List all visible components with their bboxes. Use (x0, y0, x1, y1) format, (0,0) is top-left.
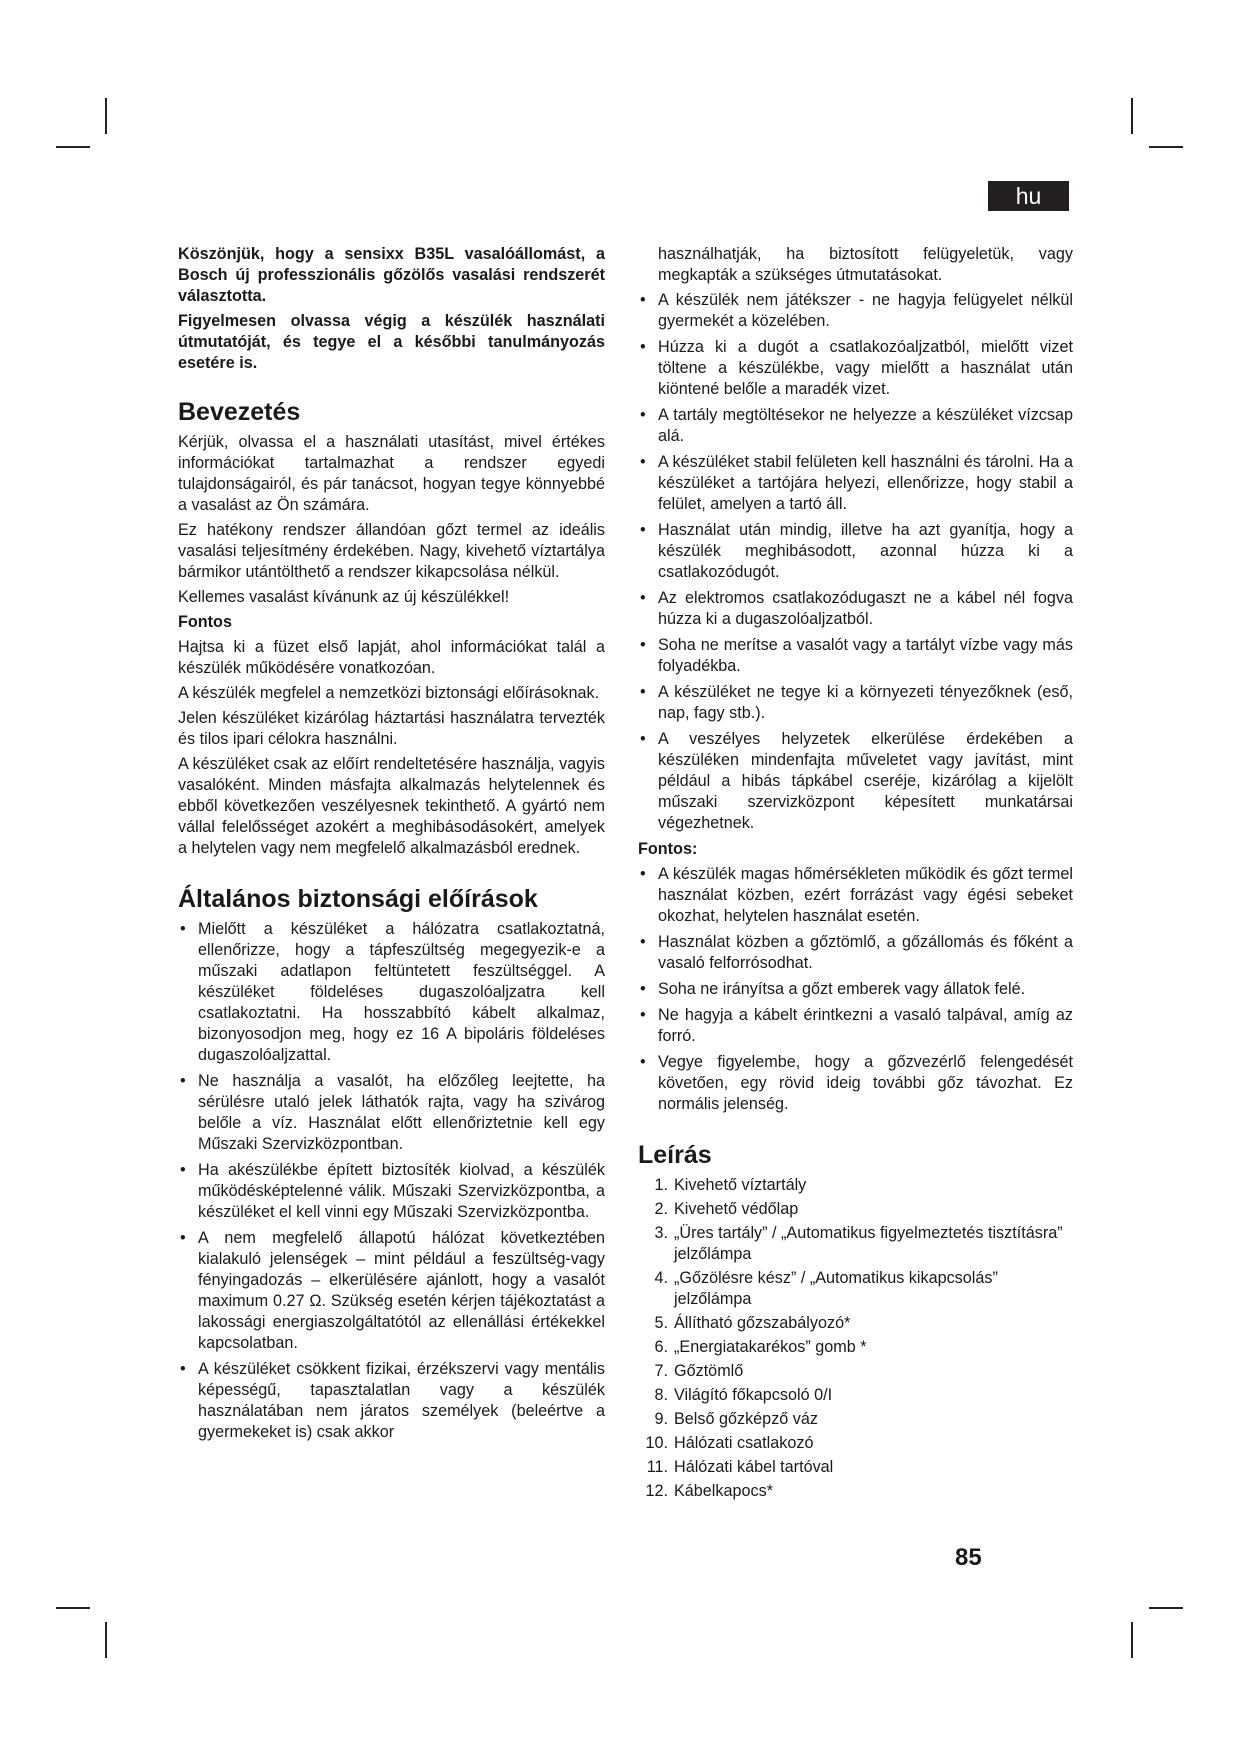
item-text: Világító főkapcsoló 0/I (674, 1386, 833, 1404)
list-continuation: használhatják, ha biztosított felügyeletük, vagy megkapták a szükséges útmutatásokat. (658, 245, 1073, 284)
paragraph: Kérjük, olvassa el a használati utasítást, mivel értékes információkat tartalmazhat a rendszer egyedi tulajdonságairól, és pár tanácsot, hogyan tegye könnyebbé a vasalást az Ön számára. (178, 433, 605, 514)
item-number: 5. (654, 1314, 668, 1332)
item-number: 3. (654, 1224, 668, 1242)
parts-list-item (638, 1199, 1073, 1220)
crop-mark (105, 1622, 107, 1658)
item-text: Gőztömlő (674, 1362, 744, 1380)
list-item: • Ne használja a vasalót, ha előzőleg leejtette, ha sérülésre utaló jelek láthatók rajta, vagy ha szivárog belőle a víz. Használat előtt ellenőriztetnie kell egy Műszaki Szervizközpontban. (178, 1071, 605, 1155)
item-text: „Gőzölésre kész” / „Automatikus kikapcsolás” jelzőlámpa (674, 1269, 998, 1308)
list-item: • Vegye figyelembe, hogy a gőzvezérlő felengedését követően, egy rövid ideig további gőz távozhat. Ez normális jelenség. (638, 1052, 1073, 1115)
list-item: • Soha ne irányítsa a gőzt emberek vagy állatok felé. (638, 979, 1073, 1000)
item-number: 8. (654, 1386, 668, 1404)
list-item: • A nem megfelelő állapotú hálózat következtében kialakuló jelenségek – mint például a feszültség-vagy fényingadozás – elkerülésére ajánlott, hogy a vasalót maximum 0.27 Ω. Szükség esetén kérjen tájékoztatást a lakossági energiaszolgáltatótól az ellenállási értékekkel kapcsolatban. (178, 1228, 605, 1354)
crop-mark (1149, 1607, 1183, 1609)
crop-mark (105, 98, 107, 134)
parts-list-item (638, 1268, 1073, 1310)
parts-list-item (638, 1385, 1073, 1406)
item-text: Állítható gőzszabályozó* (674, 1314, 851, 1332)
list-item: • Húzza ki a dugót a csatlakozóaljzatból, mielőtt vizet töltene a készülékbe, vagy mielőtt a használat után kiöntené belőle a maradék vizet. (638, 337, 1073, 400)
paragraph: A készülék megfelel a nemzetközi biztonsági előírásoknak. (178, 684, 600, 702)
section-title-altalanos: Általános biztonsági előírások (178, 885, 538, 913)
item-number: 4. (654, 1269, 668, 1287)
page-number: 85 (955, 1544, 982, 1571)
parts-list-item (638, 1337, 1073, 1358)
list-item: • A készüléket ne tegye ki a környezeti tényezőknek (eső, nap, fagy stb.). (638, 682, 1073, 724)
crop-mark (1131, 1622, 1133, 1658)
list-item: • A készülék magas hőmérsékleten működik és gőzt termel használat közben, ezért forrázást vagy égési sebeket okozhat, helytelen használat esetén. (638, 864, 1073, 927)
paragraph: Hajtsa ki a füzet első lapját, ahol információkat talál a készülék működésére vonatkozóan. (178, 638, 605, 677)
parts-list-item (638, 1223, 1073, 1265)
crop-mark (1131, 98, 1133, 134)
crop-mark (56, 146, 90, 148)
paragraph: Kellemes vasalást kívánunk az új készülékkel! (178, 588, 510, 606)
list-item: • Az elektromos csatlakozódugaszt ne a kábel nél fogva húzza ki a dugaszolóaljzatból. (638, 588, 1073, 630)
item-number: 9. (654, 1410, 668, 1428)
crop-mark (56, 1607, 90, 1609)
safety-list-right (638, 290, 1073, 834)
intro-thanks: Köszönjük, hogy a sensixx B35L vasalóállomást, a Bosch új professzionális gőzölős vasalási rendszerét választotta. (178, 245, 605, 305)
item-number: 2. (654, 1200, 668, 1218)
right-column (638, 244, 1073, 1505)
item-text: Hálózati csatlakozó (674, 1434, 814, 1452)
safety-list-left (178, 919, 605, 1443)
list-item: • A veszélyes helyzetek elkerülése érdekében a készüléken mindenfajta műveletet vagy javítást, mint például a hibás tápkábel cseréje, kizárólag a kijelölt műszaki szervizközpont képesített munkatársai végezhetnek. (638, 729, 1073, 834)
section-title-bevezetes: Bevezetés (178, 398, 301, 426)
crop-mark (1149, 146, 1183, 148)
item-text: Kábelkapocs* (674, 1482, 773, 1500)
fontos-label: Fontos (178, 613, 232, 631)
intro-read-manual: Figyelmesen olvassa végig a készülék használati útmutatóját, és tegye el a későbbi tanulmányozás esetére is. (178, 312, 605, 372)
list-item: • Ne hagyja a kábelt érintkezni a vasaló talpával, amíg az forró. (638, 1005, 1073, 1047)
list-item: • A készülék nem játékszer - ne hagyja felügyelet nélkül gyermekét a közelében. (638, 290, 1073, 332)
item-text: Hálózati kábel tartóval (674, 1458, 834, 1476)
item-number: 12. (645, 1482, 668, 1500)
paragraph: A készüléket csak az előírt rendeltetésére használja, vagyis vasalóként. Minden másfajta alkalmazás helytelennek és ebből következően veszélyesnek tekinthető. A gyártó nem vállal felelősséget azokért a meghibásodásokért, amelyek a helytelen vagy nem megfelelő alkalmazásból erednek. (178, 755, 605, 857)
parts-list-item (638, 1481, 1073, 1502)
parts-list-item (638, 1433, 1073, 1454)
parts-list-item (638, 1361, 1073, 1382)
list-item: • A tartály megtöltésekor ne helyezze a készüléket vízcsap alá. (638, 405, 1073, 447)
item-number: 1. (654, 1176, 668, 1194)
item-number: 10. (645, 1434, 668, 1452)
parts-list-item (638, 1409, 1073, 1430)
item-text: Belső gőzképző váz (674, 1410, 818, 1428)
item-number: 6. (654, 1338, 668, 1356)
fontos2-label: Fontos: (638, 840, 698, 858)
list-item: • Használat után mindig, illetve ha azt gyanítja, hogy a készülék meghibásodott, azonnal húzza ki a csatlakozódugót. (638, 520, 1073, 583)
parts-list-item (638, 1457, 1073, 1478)
list-item: • Használat közben a gőztömlő, a gőzállomás és főként a vasaló felforrósodhat. (638, 932, 1073, 974)
item-text: „Energiatakarékos” gomb * (674, 1338, 867, 1356)
item-text: Kivehető védőlap (674, 1200, 799, 1218)
item-text: Kivehető víztartály (674, 1176, 807, 1194)
list-item: • Soha ne merítse a vasalót vagy a tartályt vízbe vagy más folyadékba. (638, 635, 1073, 677)
item-text: „Üres tartály” / „Automatikus figyelmeztetés tisztításra” jelzőlámpa (674, 1224, 1063, 1263)
parts-list (638, 1175, 1073, 1502)
language-badge: hu (988, 181, 1069, 211)
section-title-leiras: Leírás (638, 1141, 712, 1169)
list-item: • A készüléket csökkent fizikai, érzékszervi vagy mentális képességű, tapasztalatlan vagy a készülék használatában nem járatos személyek (beleértve a gyermekeket is) csak akkor (178, 1359, 605, 1443)
paragraph: Ez hatékony rendszer állandóan gőzt termel az ideális vasalási teljesítmény érdekében. Nagy, kivehető víztartálya bármikor utántölthető a rendszer kikapcsolása nélkül. (178, 521, 605, 581)
list-item: • Ha akészülékbe épített biztosíték kiolvad, a készülék működésképtelenné válik. Műszaki Szervizközpontba, a készüléket el kell vinni egy Műszaki Szervizközpontba. (178, 1160, 605, 1223)
parts-list-item (638, 1313, 1073, 1334)
list-item: • A készüléket stabil felületen kell használni és tárolni. Ha a készüléket a tartójára helyezi, ellenőrizze, hogy stabil a felület, amelyen a tartó áll. (638, 452, 1073, 515)
fontos-list (638, 864, 1073, 1115)
item-number: 11. (646, 1458, 668, 1476)
list-item: • Mielőtt a készüléket a hálózatra csatlakoztatná, ellenőrizze, hogy a tápfeszültség megegyezik-e a műszaki adatlapon feltüntetett feszültséggel. A készüléket földeléses dugaszolóaljzatra kell csatlakoztatni. Ha hosszabbító kábelt alkalmaz, bizonyosodjon meg, hogy ez 16 A bipoláris földeléses dugaszolóaljzattal. (178, 919, 605, 1066)
paragraph: Jelen készüléket kizárólag háztartási használatra tervezték és tilos ipari célokra használni. (178, 709, 605, 748)
left-column (178, 244, 605, 1448)
parts-list-item (638, 1175, 1073, 1196)
item-number: 7. (654, 1362, 668, 1380)
